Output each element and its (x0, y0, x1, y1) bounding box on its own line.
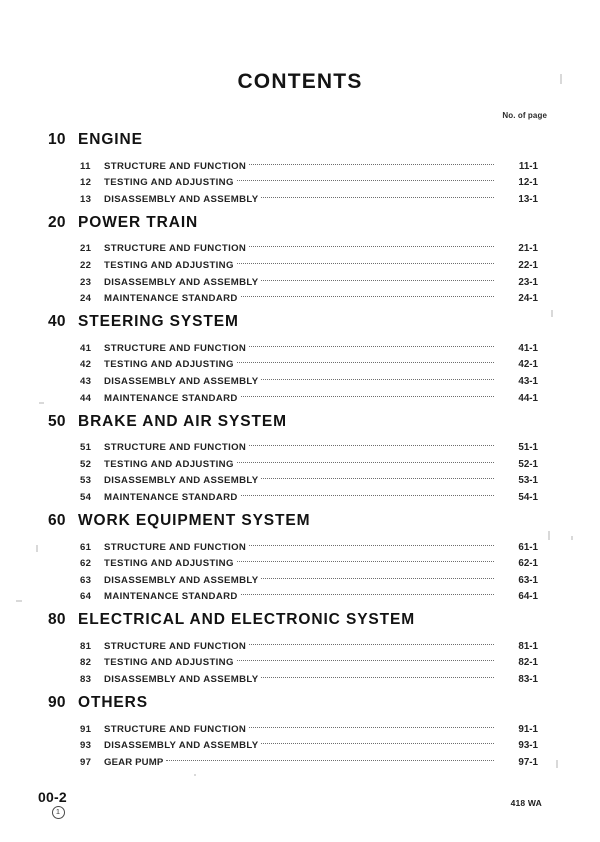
toc-entry-page-number: 21-1 (518, 243, 538, 255)
scan-artifact (551, 310, 553, 317)
toc-group (48, 511, 538, 603)
toc-entry-number: 64 (80, 591, 92, 603)
toc-entry-page-number: 64-1 (518, 591, 538, 603)
toc-group-number: 60 (48, 511, 66, 529)
toc-group-heading[interactable] (48, 413, 538, 431)
toc-entry-list (48, 152, 538, 205)
toc-group (48, 313, 538, 404)
toc-group-title: ELECTRICAL AND ELECTRONIC SYSTEM (78, 611, 416, 629)
toc-entry-label: DISASSEMBLY AND ASSEMBLY (104, 574, 259, 586)
toc-group-heading[interactable] (48, 131, 538, 149)
toc-entry-page-number: 62-1 (518, 558, 538, 570)
toc-entry-number: 93 (80, 740, 92, 752)
toc-leader-dots (261, 367, 494, 384)
toc-entry[interactable] (48, 235, 538, 255)
toc-entry-number: 51 (80, 442, 92, 454)
circled-revision-number: 1 (52, 806, 65, 819)
toc-leader-dots (261, 467, 494, 484)
toc-entry-label: STRUCTURE AND FUNCTION (104, 442, 247, 454)
toc-entry[interactable] (48, 334, 538, 354)
toc-leader-dots (237, 450, 494, 467)
toc-group-number: 80 (48, 611, 66, 629)
toc-entry-number: 23 (80, 276, 92, 288)
toc-group-number: 20 (48, 213, 66, 231)
toc-group-number: 10 (48, 131, 66, 148)
toc-entry-label: DISASSEMBLY AND ASSEMBLY (104, 276, 259, 288)
toc-entry-page-number: 43-1 (518, 375, 538, 387)
toc-entry-label: DISASSEMBLY AND ASSEMBLY (104, 375, 259, 387)
toc-entry-label: DISASSEMBLY AND ASSEMBLY (104, 674, 259, 686)
toc-entry-label: MAINTENANCE STANDARD (104, 392, 238, 404)
toc-group-number: 50 (48, 412, 66, 430)
toc-group-heading[interactable] (48, 214, 538, 232)
toc-entry-number: 97 (80, 756, 92, 768)
toc-entry-label: TESTING AND ADJUSTING (104, 259, 234, 271)
toc-leader-dots (237, 251, 494, 268)
toc-group-title: OTHERS (78, 694, 148, 712)
toc-group-title: WORK EQUIPMENT SYSTEM (78, 511, 311, 529)
toc-entry-label: GEAR PUMP (104, 756, 164, 768)
toc-entry-label: TESTING AND ADJUSTING (104, 177, 234, 189)
toc-group-title: POWER TRAIN (78, 213, 199, 231)
toc-entry-number: 81 (80, 640, 92, 652)
toc-entry-list (48, 533, 538, 603)
toc-leader-dots (237, 649, 494, 666)
scan-artifact (556, 760, 558, 768)
toc-group (48, 694, 538, 768)
toc-entry-number: 44 (80, 392, 92, 404)
toc-leader-dots (166, 748, 494, 765)
toc-leader-dots (249, 152, 494, 169)
toc-entry[interactable] (48, 434, 538, 454)
toc-entry-page-number: 81-1 (518, 640, 538, 652)
toc-entry-page-number: 83-1 (518, 674, 538, 686)
footer-document-code: 418 WA (510, 798, 542, 808)
toc-leader-dots (237, 169, 494, 186)
toc-entry-label: TESTING AND ADJUSTING (104, 458, 234, 470)
toc-entry-number: 62 (80, 558, 92, 570)
toc-entry-number: 41 (80, 342, 92, 354)
toc-entry-page-number: 52-1 (518, 458, 538, 470)
toc-entry-number: 54 (80, 491, 92, 503)
scan-artifact (548, 531, 550, 540)
toc-entry-label: MAINTENANCE STANDARD (104, 491, 238, 503)
toc-entry-page-number: 24-1 (518, 293, 538, 305)
toc-entry-number: 52 (80, 458, 92, 470)
toc-entry-page-number: 22-1 (518, 259, 538, 271)
toc-entry-label: STRUCTURE AND FUNCTION (104, 160, 247, 172)
page-number-column-label: No. of page (502, 111, 547, 120)
toc-group-title: BRAKE AND AIR SYSTEM (78, 412, 287, 430)
toc-entry-page-number: 13-1 (518, 193, 538, 205)
toc-entry-label: DISASSEMBLY AND ASSEMBLY (104, 475, 259, 487)
toc-entry-page-number: 42-1 (518, 359, 538, 371)
scan-artifact (36, 545, 38, 552)
toc-group-heading[interactable] (48, 694, 538, 712)
toc-group-heading[interactable] (48, 313, 538, 331)
toc-leader-dots (237, 351, 494, 368)
toc-leader-dots (249, 632, 494, 649)
toc-leader-dots (261, 268, 494, 285)
footer-page-id: 00-2 (38, 789, 67, 805)
toc-leader-dots (249, 533, 494, 550)
toc-group (48, 611, 538, 686)
toc-group-number: 40 (48, 313, 66, 331)
toc-entry-number: 42 (80, 359, 92, 371)
toc-group (48, 412, 538, 503)
toc-entry-number: 91 (80, 723, 92, 735)
toc-entry-number: 63 (80, 574, 92, 586)
toc-entry-number: 13 (80, 193, 92, 205)
toc-entry[interactable] (48, 152, 538, 172)
toc-entry[interactable] (48, 715, 538, 735)
toc-entry-label: TESTING AND ADJUSTING (104, 558, 234, 570)
toc-leader-dots (241, 285, 494, 302)
toc-entry-page-number: 63-1 (518, 574, 538, 586)
toc-entry-number: 22 (80, 259, 92, 271)
toc-entry-page-number: 11-1 (518, 160, 538, 172)
toc-entry-page-number: 51-1 (518, 442, 538, 454)
toc-entry-label: TESTING AND ADJUSTING (104, 359, 234, 371)
toc-group-heading[interactable] (48, 512, 538, 530)
toc-leader-dots (237, 550, 494, 567)
toc-entry-page-number: 97-1 (518, 756, 538, 768)
toc-group (48, 131, 538, 205)
toc-entry-label: MAINTENANCE STANDARD (104, 591, 238, 603)
toc-entry-number: 43 (80, 375, 92, 387)
toc-entry-page-number: 91-1 (518, 723, 538, 735)
toc-group-title: ENGINE (78, 131, 143, 148)
toc-entry-number: 53 (80, 475, 92, 487)
toc-entry-page-number: 41-1 (518, 342, 538, 354)
toc-entry-label: TESTING AND ADJUSTING (104, 657, 234, 669)
toc-leader-dots (241, 583, 494, 600)
toc-group (48, 213, 538, 305)
toc-leader-dots (261, 732, 494, 749)
toc-entry-list (48, 334, 538, 404)
toc-entry[interactable] (48, 533, 538, 553)
page-title: CONTENTS (237, 70, 363, 93)
toc-leader-dots (249, 715, 494, 732)
toc-leader-dots (241, 483, 494, 500)
toc-entry-number: 21 (80, 243, 92, 255)
toc-entry-list (48, 632, 538, 686)
toc-entry-number: 82 (80, 657, 92, 669)
toc-leader-dots (261, 566, 494, 583)
table-of-contents (48, 131, 538, 768)
toc-group-heading[interactable] (48, 611, 538, 629)
toc-entry-label: STRUCTURE AND FUNCTION (104, 243, 247, 255)
toc-entry-label: STRUCTURE AND FUNCTION (104, 640, 247, 652)
toc-leader-dots (261, 185, 494, 202)
toc-entry-list (48, 235, 538, 305)
scan-artifact (571, 536, 573, 540)
toc-entry-label: STRUCTURE AND FUNCTION (104, 342, 247, 354)
toc-entry-label: STRUCTURE AND FUNCTION (104, 723, 247, 735)
toc-entry-page-number: 61-1 (518, 541, 538, 553)
scan-artifact (16, 600, 22, 602)
toc-entry-label: MAINTENANCE STANDARD (104, 293, 238, 305)
toc-entry-number: 11 (80, 160, 91, 172)
toc-entry-page-number: 82-1 (518, 657, 538, 669)
toc-entry[interactable] (48, 632, 538, 652)
toc-entry-number: 12 (80, 177, 92, 189)
toc-entry-page-number: 53-1 (518, 475, 538, 487)
toc-group-number: 90 (48, 694, 66, 712)
toc-leader-dots (249, 434, 494, 451)
toc-entry-label: DISASSEMBLY AND ASSEMBLY (104, 193, 259, 205)
scan-artifact (194, 774, 196, 776)
footer-revision-mark (38, 806, 78, 819)
toc-leader-dots (249, 235, 494, 252)
toc-entry-label: DISASSEMBLY AND ASSEMBLY (104, 740, 259, 752)
toc-entry-list (48, 715, 538, 768)
toc-entry-number: 83 (80, 674, 92, 686)
toc-leader-dots (241, 384, 494, 401)
scan-artifact (39, 402, 44, 404)
toc-entry-list (48, 434, 538, 503)
toc-leader-dots (249, 334, 494, 351)
toc-entry-page-number: 12-1 (518, 177, 538, 189)
toc-entry-page-number: 54-1 (518, 491, 538, 503)
toc-leader-dots (261, 665, 494, 682)
toc-entry-page-number: 44-1 (518, 392, 538, 404)
toc-group-title: STEERING SYSTEM (78, 313, 239, 331)
toc-entry-number: 61 (80, 541, 92, 553)
toc-entry-page-number: 93-1 (518, 740, 538, 752)
toc-entry-label: STRUCTURE AND FUNCTION (104, 541, 247, 553)
toc-entry-number: 24 (80, 293, 92, 305)
toc-entry-page-number: 23-1 (518, 276, 538, 288)
